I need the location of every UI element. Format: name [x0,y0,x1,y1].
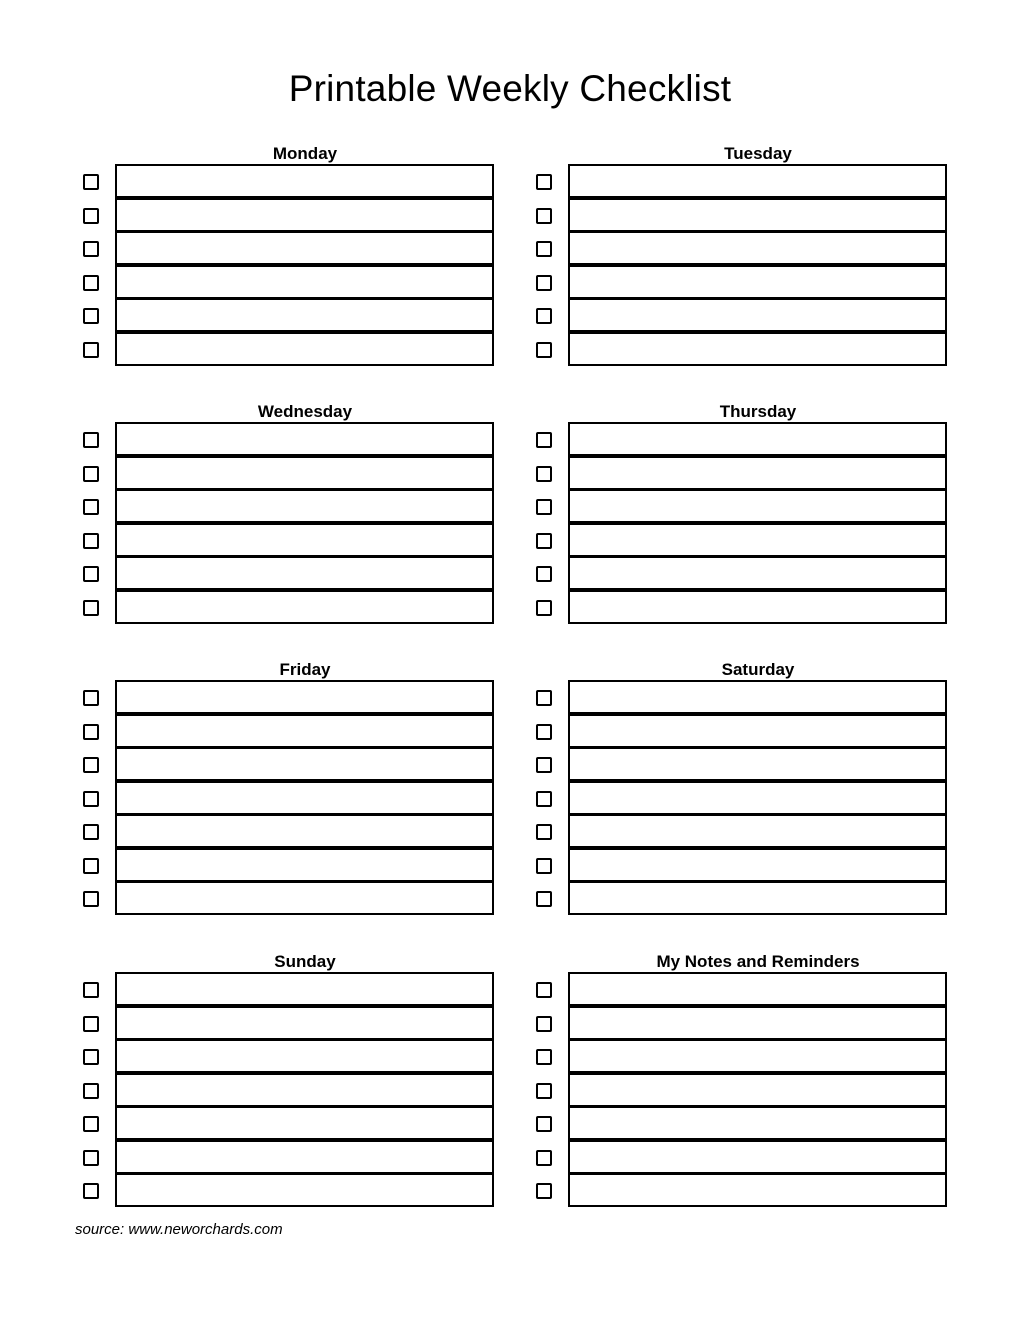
section-title: Thursday [719,402,797,421]
checkbox[interactable] [536,757,552,773]
checkbox[interactable] [83,432,99,448]
checkbox[interactable] [83,208,99,224]
checklist-entry-field[interactable] [568,1140,947,1174]
checkbox[interactable] [83,1183,99,1199]
checklist-entry-field[interactable] [115,848,494,882]
checkbox[interactable] [536,533,552,549]
checkbox[interactable] [536,1183,552,1199]
checkbox[interactable] [536,824,552,840]
checkbox[interactable] [536,499,552,515]
checkbox[interactable] [536,1016,552,1032]
checkbox[interactable] [536,891,552,907]
checkbox[interactable] [536,308,552,324]
checklist-entry-field[interactable] [115,489,494,523]
checklist-entry-field[interactable] [115,1140,494,1174]
checklist-entry-field[interactable] [115,814,494,848]
checkbox[interactable] [83,1116,99,1132]
checkbox[interactable] [83,724,99,740]
checklist-entry-field[interactable] [568,1039,947,1073]
checklist-entry-field[interactable] [115,1006,494,1040]
checklist-entry-field[interactable] [115,523,494,557]
checkbox[interactable] [83,308,99,324]
checkbox[interactable] [536,275,552,291]
checklist-entry-field[interactable] [568,198,947,232]
checklist-entry-field[interactable] [568,556,947,590]
checkbox[interactable] [536,1049,552,1065]
checkbox[interactable] [83,1150,99,1166]
checkbox[interactable] [83,600,99,616]
checkbox[interactable] [83,858,99,874]
checkbox[interactable] [83,1049,99,1065]
checklist-entry-field[interactable] [115,781,494,815]
checkbox[interactable] [83,1016,99,1032]
checkbox[interactable] [536,432,552,448]
checklist-entry-field[interactable] [115,747,494,781]
checkbox[interactable] [83,566,99,582]
checklist-entry-field[interactable] [568,848,947,882]
checkbox[interactable] [536,342,552,358]
checklist-entry-field[interactable] [568,714,947,748]
checkbox[interactable] [83,174,99,190]
section-title: Saturday [721,660,795,679]
checklist-entry-field[interactable] [568,1006,947,1040]
checkbox[interactable] [83,982,99,998]
checkbox[interactable] [83,824,99,840]
checkbox[interactable] [536,566,552,582]
section-title: Tuesday [724,144,792,163]
checklist-entry-field[interactable] [568,747,947,781]
section-title: My Notes and Reminders [656,952,860,971]
checklist-entry-field[interactable] [568,972,947,1006]
checkbox[interactable] [536,724,552,740]
section-title: Friday [279,660,331,679]
checklist-entry-field[interactable] [115,198,494,232]
checkbox[interactable] [536,1083,552,1099]
checklist-entry-field[interactable] [568,231,947,265]
checklist-entry-field[interactable] [568,489,947,523]
checkbox[interactable] [83,275,99,291]
checklist-entry-field[interactable] [115,422,494,456]
checkbox[interactable] [83,1083,99,1099]
section-title: Sunday [274,952,336,971]
page-title: Printable Weekly Checklist [288,68,732,109]
checkbox[interactable] [536,791,552,807]
checkbox[interactable] [536,174,552,190]
checklist-entry-field[interactable] [115,1039,494,1073]
checklist-entry-field[interactable] [115,298,494,332]
checklist-entry-field[interactable] [568,814,947,848]
checkbox[interactable] [83,466,99,482]
checklist-entry-field[interactable] [115,714,494,748]
checkbox[interactable] [83,757,99,773]
checkbox[interactable] [536,241,552,257]
checklist-entry-field[interactable] [568,590,947,624]
checklist-entry-field[interactable] [568,1173,947,1207]
checkbox[interactable] [83,791,99,807]
checkbox[interactable] [83,533,99,549]
checklist-entry-field[interactable] [115,590,494,624]
checklist-entry-field[interactable] [115,164,494,198]
checkbox[interactable] [536,1116,552,1132]
checklist-entry-field[interactable] [115,680,494,714]
checkbox[interactable] [536,1150,552,1166]
checkbox[interactable] [83,342,99,358]
section-title: Monday [272,144,338,163]
checkbox[interactable] [83,891,99,907]
checklist-entry-field[interactable] [115,265,494,299]
checklist-entry-field[interactable] [115,556,494,590]
checklist-entry-field[interactable] [568,456,947,490]
checklist-entry-field[interactable] [115,972,494,1006]
checkbox[interactable] [536,690,552,706]
checkbox[interactable] [83,241,99,257]
checklist-entry-field[interactable] [568,422,947,456]
checklist-entry-field[interactable] [115,1073,494,1107]
checklist-entry-field[interactable] [115,332,494,366]
section-title: Wednesday [257,402,353,421]
checklist-entry-field[interactable] [568,298,947,332]
checklist-entry-field[interactable] [568,781,947,815]
checkbox[interactable] [83,499,99,515]
checklist-entry-field[interactable] [568,680,947,714]
checkbox[interactable] [536,208,552,224]
checklist-entry-field[interactable] [568,265,947,299]
checklist-entry-field[interactable] [568,332,947,366]
source-note: source: www.neworchards.com [75,1221,283,1238]
checklist-entry-field[interactable] [115,1173,494,1207]
checklist-entry-field[interactable] [568,523,947,557]
checklist-entry-field[interactable] [568,164,947,198]
checklist-entry-field[interactable] [568,1073,947,1107]
checkbox[interactable] [83,690,99,706]
checklist-entry-field[interactable] [115,881,494,915]
checklist-entry-field[interactable] [115,231,494,265]
checkbox[interactable] [536,982,552,998]
checklist-entry-field[interactable] [568,881,947,915]
checklist-entry-field[interactable] [568,1106,947,1140]
checklist-entry-field[interactable] [115,456,494,490]
checkbox[interactable] [536,600,552,616]
checklist-entry-field[interactable] [115,1106,494,1140]
checkbox[interactable] [536,858,552,874]
checkbox[interactable] [536,466,552,482]
